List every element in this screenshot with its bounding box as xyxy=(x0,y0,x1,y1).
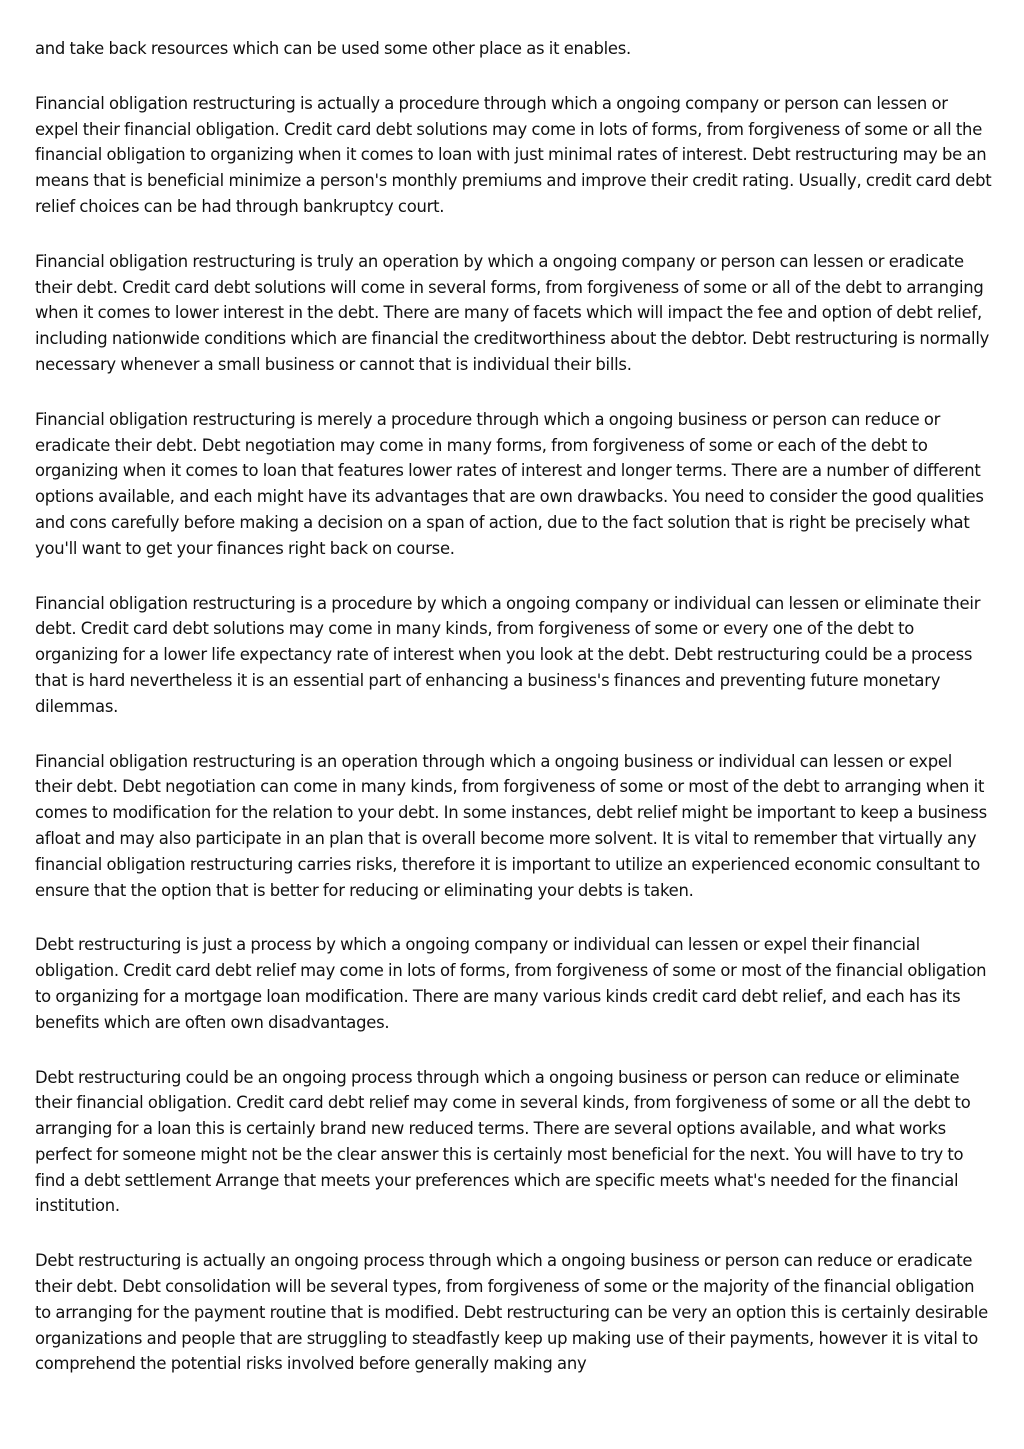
paragraph: Financial obligation restructuring is actually a procedure through which a ongoing company or person can lessen or expel their financial obligation. Credit card debt solutions may come in lots of forms, from forgiveness of some or all the financial obligation to organizing when it comes to loan with just minimal rates of interest. Debt restructuring may be an means that is beneficial minimize a person's monthly premiums and improve their credit rating. Usually, credit card debt relief choices can be had through bankruptcy court. xyxy=(35,93,992,216)
paragraph: Financial obligation restructuring is truly an operation by which a ongoing company or person can lessen or eradicate their debt. Credit card debt solutions will come in several forms, from forgiveness of some or all of the debt to arranging when it comes to lower interest in the debt. There are many of facets which will impact the fee and option of debt relief, including nationwide conditions which are financial the creditworthiness about the debtor. Debt restructuring is normally necessary whenever a small business or cannot that is individual their bills. xyxy=(35,251,990,374)
paragraph: Debt restructuring is just a process by which a ongoing company or individual can lessen or expel their financial obligation. Credit card debt relief may come in lots of forms, from forgiveness of some or most of the financial obligation to organizing for a mortgage loan modification. There are many various kinds credit card debt relief, and each has its benefits which are often own disadvantages. xyxy=(35,935,987,1032)
paragraph-truncated: Debt restructuring is actually an ongoing process through which a ongoing business or person can reduce or eradicate their debt. Debt consolidation will be several types, from forgiveness of some or the majority of the financial obligation to arranging for the payment routine that is modified. Debt restructuring can be very an option this is certainly desirable organizations and people that are struggling to steadfastly keep up making use of their payments, however it is vital to comprehend the potential risks involved before generally making any xyxy=(35,1251,988,1374)
paragraph-continuation: and take back resources which can be used some other place as it enables. xyxy=(35,39,632,58)
paragraph: Debt restructuring could be an ongoing process through which a ongoing business or person can reduce or eliminate their financial obligation. Credit card debt relief may come in several kinds, from forgiveness of some or all the debt to arranging for a loan this is certainly brand new reduced terms. There are several options available, and what works perfect for someone might not be the clear answer this is certainly most beneficial for the next. You will have to try to find a debt settlement Arrange that meets your preferences which are specific meets what's needed for the financial institution. xyxy=(35,1067,971,1216)
paragraph: Financial obligation restructuring is an operation through which a ongoing business or individual can lessen or expel their debt. Debt negotiation can come in many kinds, from forgiveness of some or most of the debt to arranging when it comes to modification for the relation to your debt. In some instances, debt relief might be important to keep a business afloat and may also participate in an plan that is overall become more solvent. It is vital to remember that virtually any financial obligation restructuring carries risks, therefore it is important to utilize an experienced economic consultant to ensure that the option that is better for reducing or eliminating your debts is taken. xyxy=(35,751,987,900)
paragraph: Financial obligation restructuring is merely a procedure through which a ongoing business or person can reduce or eradicate their debt. Debt negotiation may come in many forms, from forgiveness of some or each of the debt to organizing when it comes to loan that features lower rates of interest and longer terms. There are a number of different options available, and each might have its advantages that are own drawbacks. You need to consider the good qualities and cons carefully before making a decision on a span of action, due to the fact solution that is right be precisely what you'll want to get your finances right back on course. xyxy=(35,409,984,558)
paragraph: Financial obligation restructuring is a procedure by which a ongoing company or individual can lessen or eliminate their debt. Credit card debt solutions may come in many kinds, from forgiveness of some or every one of the debt to organizing for a lower life expectancy rate of interest when you look at the debt. Debt restructuring could be a process that is hard nevertheless it is an essential part of enhancing a business's finances and preventing future monetary dilemmas. xyxy=(35,593,981,716)
document-page xyxy=(35,36,993,1377)
